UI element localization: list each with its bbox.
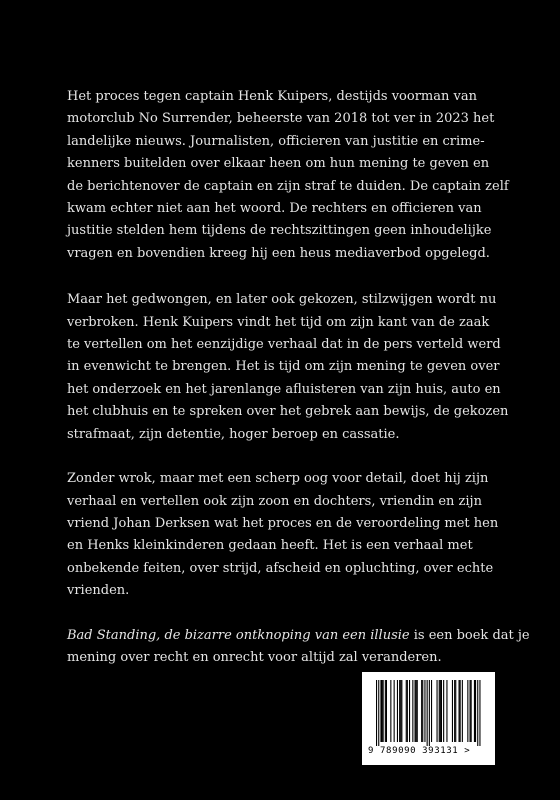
barcode-bar — [427, 680, 428, 746]
text-line: strafmaat, zijn detentie, hoger beroep en cassatie. — [67, 426, 400, 442]
barcode-bar — [385, 680, 386, 742]
text-line: het clubhuis en te spreken over het gebrek aan bewijs, de gekozen — [67, 404, 509, 420]
barcode-bar — [479, 680, 480, 746]
barcode-bar — [386, 680, 387, 742]
barcode-bar — [400, 680, 401, 742]
barcode-bar — [424, 680, 425, 742]
barcode-bar — [422, 680, 423, 742]
isbn-number: 9 789090 393131 > — [368, 746, 471, 756]
paragraph-2 — [67, 289, 509, 446]
barcode-bar — [397, 680, 398, 742]
barcode-bar — [441, 680, 442, 742]
barcode-bar — [431, 680, 432, 742]
barcode-bar — [415, 680, 416, 742]
text-line — [67, 625, 530, 647]
text-line: Maar het gedwongen, en later ook gekozen, stilzwijgen wordt nu — [67, 292, 497, 308]
text-line: Zonder wrok, maar met een scherp oog voor detail, doet hij zijn — [67, 471, 489, 487]
barcode-bar — [406, 680, 407, 742]
text-line: justitie stelden hem tijdens de rechtszittingen geen inhoudelijke — [67, 223, 492, 239]
barcode-bar — [416, 680, 417, 742]
barcode-bar — [382, 680, 383, 742]
text-line: vragen en bovendien kreeg hij een heus mediaverbod opgelegd. — [67, 245, 490, 261]
barcode-bar — [477, 680, 478, 746]
barcode-bar — [470, 680, 471, 742]
text-line: mening over recht en onrecht voor altijd zal veranderen. — [67, 649, 442, 665]
book-title: Bad Standing, de bizarre ontknoping van een illusie — [67, 627, 410, 643]
barcode-bar — [462, 680, 463, 742]
paragraph-1 — [67, 86, 509, 265]
barcode-bar — [399, 680, 400, 742]
text-line: te vertellen om het eenzijdige verhaal dat in de pers verteld werd — [67, 337, 501, 353]
blurb-text — [67, 86, 530, 682]
text-line: en Henks kleinkinderen gedaan heeft. Het is een verhaal met — [67, 538, 473, 554]
text-line: landelijke nieuws. Journalisten, officieren van justitie en crime- — [67, 133, 485, 149]
text-line: het onderzoek en het jarenlange afluisteren van zijn huis, auto en — [67, 381, 501, 397]
barcode-bar — [383, 680, 384, 742]
barcode-bar — [412, 680, 413, 742]
barcode-bar — [401, 680, 402, 742]
text-line: verhaal en vertellen ook zijn zoon en dochters, vriendin en zijn — [67, 493, 482, 509]
text-line: motorclub No Surrender, beheerste van 2018 tot ver in 2023 het — [67, 111, 495, 127]
text-line: kwam echter niet aan het woord. De rechters en officieren van — [67, 201, 482, 217]
text-line: vriend Johan Derksen wat het proces en de veroordeling met hen — [67, 515, 499, 531]
barcode-bar — [407, 680, 408, 742]
text-line: vrienden. — [67, 583, 130, 599]
barcode-bar — [443, 680, 444, 742]
barcode-bar — [376, 680, 377, 746]
barcode-bar — [446, 680, 447, 742]
paragraph-3 — [67, 468, 497, 602]
barcode-bar — [378, 680, 379, 746]
barcode-bar — [460, 680, 461, 742]
barcode-bar — [452, 680, 453, 742]
barcode-bar — [409, 680, 410, 742]
text-line: onbekende feiten, over strijd, afscheid en opluchting, over echte — [67, 560, 494, 576]
barcode-bar — [429, 680, 430, 746]
barcode-bar — [380, 680, 381, 742]
barcode-bar — [417, 680, 418, 742]
text-line: kenners buitelden over elkaar heen om hun mening te geven en — [67, 156, 490, 172]
barcode-bar — [474, 680, 475, 742]
barcode-bar — [455, 680, 456, 742]
barcode-bar — [454, 680, 455, 742]
text-line: in evenwicht te brengen. Het is tijd om zijn mening te geven over — [67, 359, 500, 375]
barcode-bar — [459, 680, 460, 742]
barcode-bar — [390, 680, 391, 742]
barcode-bar — [394, 680, 395, 742]
closing-paragraph — [67, 625, 530, 670]
text-line: Het proces tegen captain Henk Kuipers, destijds voorman van — [67, 89, 477, 104]
barcode-bar — [471, 680, 472, 742]
closing-text: is een boek dat je — [409, 627, 530, 643]
barcode-bar — [467, 680, 468, 742]
text-line: verbroken. Henk Kuipers vindt het tijd om zijn kant van de zaak — [67, 314, 490, 330]
barcode-bar — [475, 680, 476, 742]
barcode-bar — [439, 680, 440, 742]
barcode-bar — [437, 680, 438, 742]
barcode-bar — [440, 680, 441, 742]
text-line: de berichtenover de captain en zijn straf te duiden. De captain zelf — [67, 178, 509, 194]
barcode-bar — [421, 680, 422, 742]
isbn-barcode — [362, 672, 495, 765]
